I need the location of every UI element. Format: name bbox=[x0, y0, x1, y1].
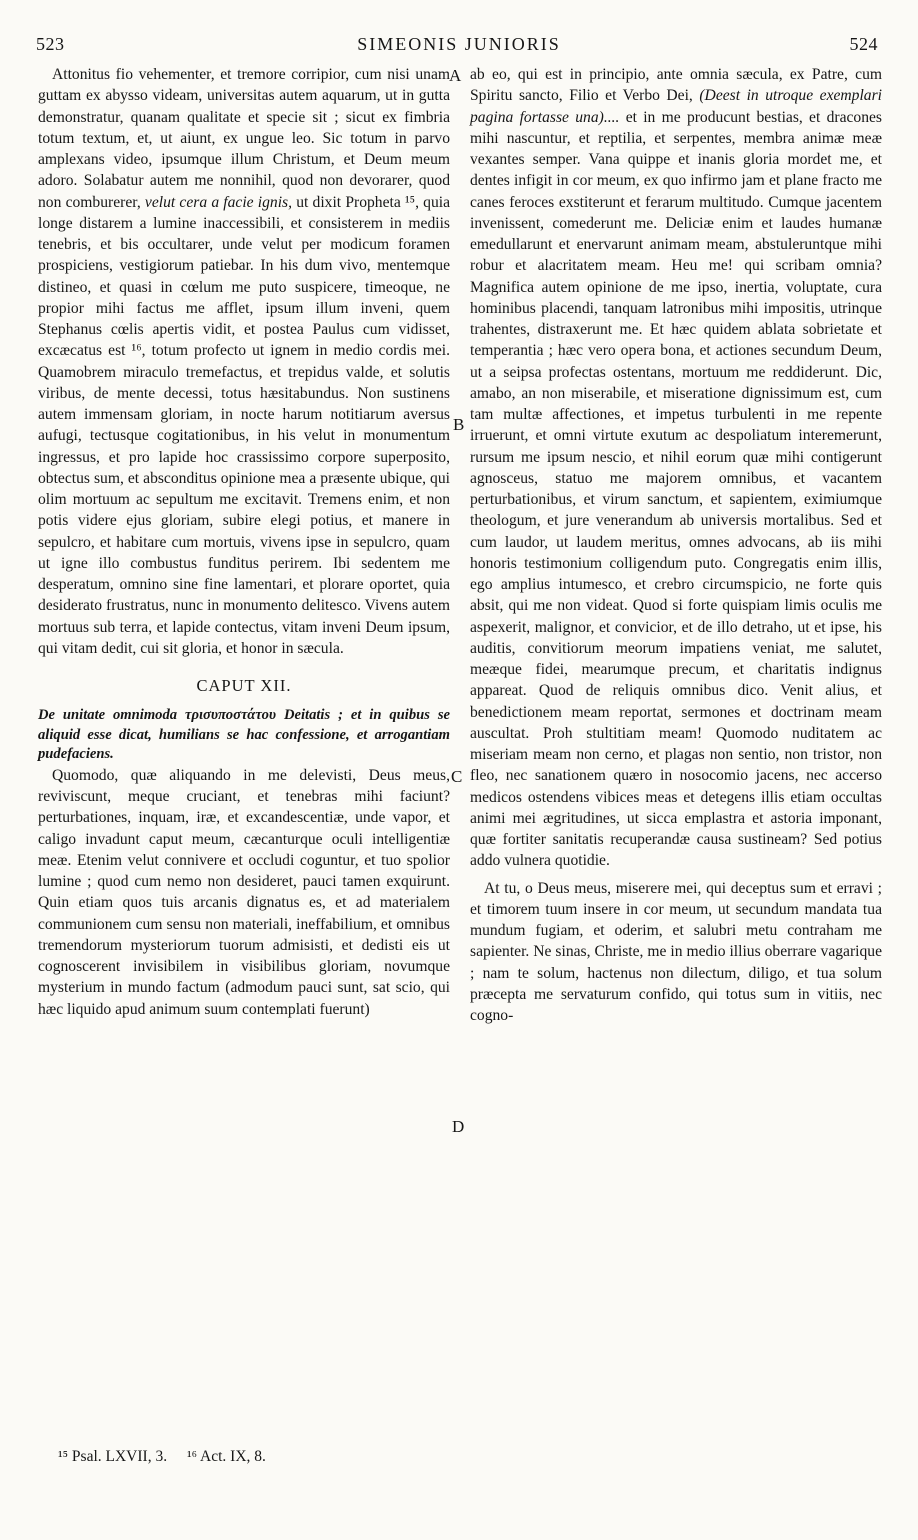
right-paragraph-1-editorial-note: (Deest in utroque exemplari pagina fortasse una).... bbox=[470, 87, 882, 126]
running-title: SIMEONIS JUNIORIS bbox=[357, 34, 561, 54]
left-page-number: 523 bbox=[36, 34, 65, 54]
footnote-15: ¹⁵ Psal. LXVII, 3. bbox=[58, 1448, 168, 1465]
left-paragraph-2: Quomodo, quæ aliquando in me delevisti, Deus meus, reviviscunt, meque cruciant, et tenebras mihi faciunt? perturbationes, inquam, iræ, et excandescentiæ, unde vapor, et caligo invadunt caput meum, cæcanturque oculi intelligentiæ meæ. Etenim velut connivere et occludi coguntur, et tuo spolior lumine ; quod cum nemo non desideret, pauci tamen exquirunt. Quin etiam quos tuis arcanis dignatus es, et ad materialem communionem cum sensu non materiali, ineffabilium, et omnibus tremendorum mysteriorum tuorum admisisti, et dedisti eis ut cognoscerent invisibilem in visibilibus gloriam, novumque mysterium in mundo factum (admodum pauci sunt, sat scio, qui hæc liquido apud animum suum contemplati fuerunt) bbox=[38, 766, 450, 1018]
chapter-subtitle: De unitate omnimoda τρισυποστάτου Deitatis ; et in quibus se aliquid esse dicat, humilians se hac confessione, et arrogantiam pudefaciens. bbox=[38, 707, 450, 763]
margin-marker-a: A bbox=[449, 66, 462, 85]
right-paragraph-2: At tu, o Deus meus, miserere mei, qui deceptus sum et erravi ; et timorem tuum insere in cor meum, ut secundum mandata tua mundum fugiam, et oderim, et salubri metu contraham me sapienter. Ne sinas, Christe, me in medio illius oberrare vagarique ; nam te solum, hactenus non dilectum, diligo, et tua solum præcepta me servaturum confido, qui totus sum in vitiis, nec cogno- bbox=[470, 879, 882, 1024]
right-paragraph-1-text: ab eo, qui est in principio, ante omnia sæcula, ex Patre, cum Spiritu sancto, Filio et Verbo Dei, bbox=[470, 66, 882, 105]
margin-marker-c: C bbox=[451, 767, 463, 786]
margin-marker-b: B bbox=[453, 415, 465, 434]
left-paragraph-1-text: Attonitus fio vehementer, et tremore corripior, cum nisi unam guttam ex abysso videam, universitas autem aquarum, ut in gutta demonstratur, quanam qualitate et specie sit ; sicut ex fimbria totum textum, et, ut aiunt, ex ungue leo. Sic totum in parvo amplexans video, ipsumque illum Christum, et Deum meum adoro. Solabatur autem me nonnihil, quod non devorarer, quod non comburerer, bbox=[38, 66, 450, 211]
footnote-16: ¹⁶ Act. IX, 8. bbox=[186, 1448, 266, 1465]
right-paragraph-1 bbox=[470, 64, 882, 872]
right-page-number: 524 bbox=[849, 34, 878, 54]
left-paragraph-1-continued: ut dixit Propheta ¹⁵, quia longe distarem a lumine inaccessibili, et consisterem in mediis tenebris, et bis occultarer, unde velut per modicum foramen prospiciens, vestigiorum patiebar. In his dum vivo, mentemque distineo, et quasi in cœlum me puto suspicere, timeoque, ne propior mihi factus me afflet, ipsum illum inveni, quem Stephanus cœlis apertis vidit, et postea Paulus cum vidisset, excæcatus est ¹⁶, totum profecto ut ignem in medio cordis mei. Quamobrem miraculo tremefactus, et trepidus valde, et solutis viribus, de mente decessi, totus hæsitabundus. Non sustinens autem immensam gloriam, in nocte harum notitiarum aversus aufugi, tectusque cogitationibus, in his velut in monumentum ingressus, et pro lapide hoc crassissimo corpore superposito, obtectus sum, et absconditus opinione mea a præsente ubique, qui olim mortuum ac sepultum me excitavit. Tremens enim, et non potis videre ejus gloriam, subire elegi potius, et manere in sepulcro, et habitare cum mortuis, vivens ipse in sepulcro, quam ut igne illo combustus funditus perirem. Ibi sedentem me desperatum, omnino sine fine lamentari, et plorare oportet, quia desiderato frustratus, nunc in monumento delitesco. Vivens autem mortuus sub terra, et lapide contectus, vitam inveni Deum ipsum, qui vitam dedit, cui sit gloria, et honor in sæcula. bbox=[38, 193, 451, 657]
left-paragraph-1 bbox=[38, 64, 450, 659]
footnotes bbox=[58, 1448, 282, 1466]
left-paragraph-1-quote: velut cera a facie ignis, bbox=[144, 193, 293, 211]
right-column bbox=[470, 64, 882, 1026]
chapter-title: CAPUT XII. bbox=[196, 676, 292, 695]
margin-marker-d: D bbox=[452, 1117, 465, 1136]
left-column bbox=[38, 64, 450, 1020]
right-paragraph-1-continued: et in me producunt bestias, et dracones mihi nascuntur, et reptilia, et serpentes, membra animæ meæ vexantes semper. Vana quippe et inanis gloria mordet me, et dentes infigit in cor meum, ex quo infirmo jam et plane fracto me canes feroces exstiterunt et ferarum multitudo. Cumque jacentem invenissent, comederunt me. Deliciæ enim et laudes humanæ emedullarunt et enervarunt animam meam, abstuleruntque mihi robur et alacritatem meam. Heu me! qui scribam omnia? Magnifica autem opinione de me ipso, inertia, voluptate, cura hominibus placendi, tanquam latronibus mihi impositis, utrinque trahentes, distraxerunt me. Et hæc quidem ablata sobrietate et temperantia ; hæc vero opera bona, et actiones secundum Deum, ut a seipsa profectas ostentans, mortuum me reddiderunt. Dic, amabo, an non miserabile, et miseratione dignissimum est, cum tam multæ affectiones, et impetus turbulenti in me repente irruerunt, et omni virtute exutum ac despoliatum interemerunt, rursum me ipsum nescio, et nihil eorum quæ mihi contigerunt agnosceus, statuo me majorem omnibus, et vacantem perturbationibus, et virum sanctum, et sapientem, eximiumque theologum, et jure venerandum ab universis mortalibus. Sed et cum laudor, ut laudem meritus, omnes advocans, ab iis mihi honoris testimonium colligendum puto. Congregatis enim illis, ego amplius intumesco, et crebro circumspicio, ne forte quis absit, qui me non videat. Quod si forte quispiam limis oculis me aspexerit, malignor, et convicior, et de illo detraho, ut et ipse, his auditis, convitiorum meorum impatiens veniat, me salutet, meæque fidei, mearumque precum, et charitatis indignus appareat. Quod de reliquis omnibus dico. Venit alius, et benedictionem meam reportat, sermones et doctrinam meam auscultat. Proh stultitiam meam! Quomodo nuditatem ac miseriam meam non cerno, et plagas non sentio, non tristor, non fleo, nec sanationem quæro in nosocomio jacens, nec accerso medicos ostendens vibices meas et detegens illis etiam occultas animi mei ægritudines, ut sicca emplastra et astoria imponant, quæ fortiter sanitatis recuperandæ causa sustineam? Sed potius addo vulnera quotidie. bbox=[470, 108, 882, 870]
page-header bbox=[0, 34, 918, 60]
